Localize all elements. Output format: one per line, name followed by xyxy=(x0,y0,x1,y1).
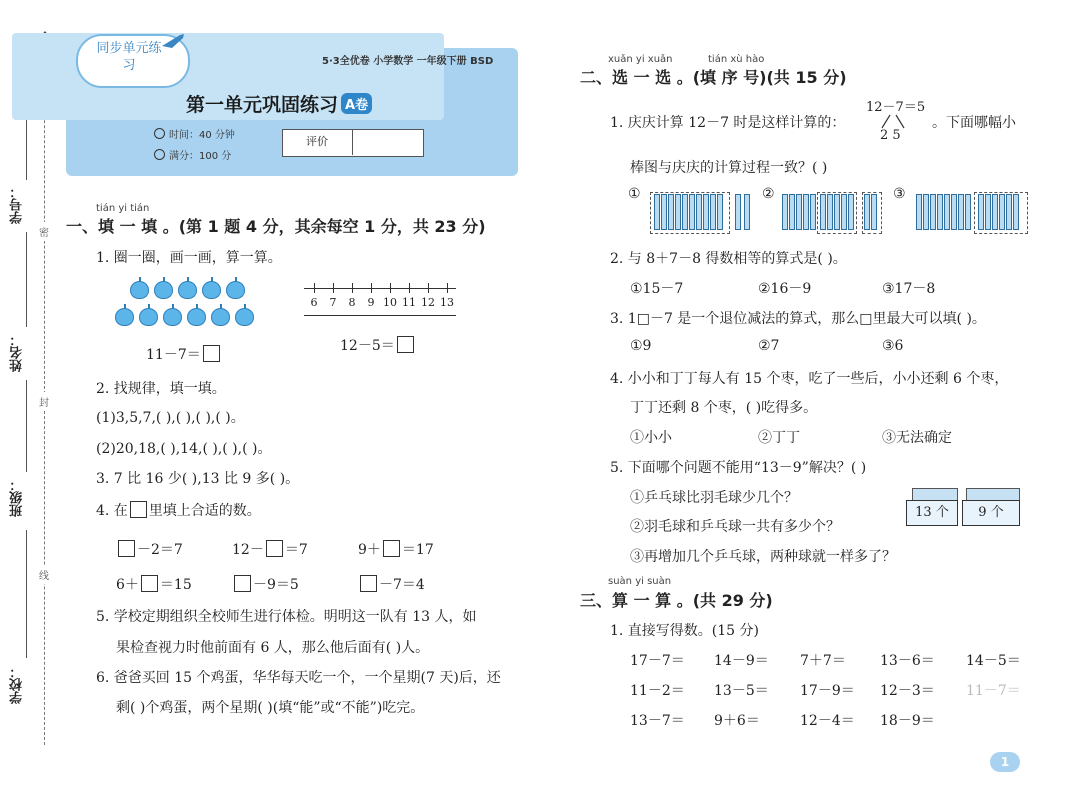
stick xyxy=(944,194,950,230)
q3-1-text: 1. 直接写得数。(15 分) xyxy=(610,623,759,639)
calc-item: 13－5＝ xyxy=(714,683,769,699)
apple xyxy=(178,281,197,299)
eq-text: 6＋ xyxy=(116,577,139,593)
stick xyxy=(744,194,750,230)
stick xyxy=(696,194,702,230)
stick xyxy=(834,194,840,230)
q2-5-opt3: ③再增加几个乒乓球，两种球就一样多了？ xyxy=(630,549,896,565)
name-line xyxy=(26,232,27,327)
tick xyxy=(333,283,334,293)
sync-badge-text: 同步单元练习 xyxy=(96,41,162,73)
q2-2-opt1: ①15－7 xyxy=(630,281,684,297)
q1-4-eq-a xyxy=(116,539,183,559)
stick xyxy=(827,194,833,230)
q2-5-opt2: ②羽毛球和乒乓球一共有多少个？ xyxy=(630,519,840,535)
q1-4-eq-f xyxy=(358,574,425,594)
q1-2-line2: (2)20,18,( ),14,( ),( ),( )。 xyxy=(96,441,272,457)
number-line-base xyxy=(304,315,456,316)
shuttlecock-box: 13 个 xyxy=(906,500,958,526)
apple xyxy=(187,308,206,326)
stick xyxy=(999,194,1005,230)
student-number-label: 学号： xyxy=(10,185,25,224)
stick xyxy=(1013,194,1019,230)
q2-4-opt2: ②丁丁 xyxy=(758,430,800,446)
q1-2-text: 2. 找规律，填一填。 xyxy=(96,381,226,397)
answer-box[interactable] xyxy=(203,345,220,362)
calc-item: 13－6＝ xyxy=(880,653,935,669)
tick-label: 7 xyxy=(329,296,337,309)
apple xyxy=(115,308,134,326)
full-score xyxy=(154,147,231,162)
section3-pinyin: suàn yi suàn xyxy=(608,576,672,587)
section1-title: 一、填 一 填 。(第 1 题 4 分，其余每空 1 分，共 23 分) xyxy=(66,217,486,236)
answer-box[interactable] xyxy=(234,575,251,592)
page-number: 1 xyxy=(990,752,1020,772)
stick xyxy=(682,194,688,230)
stick xyxy=(661,194,667,230)
class-line xyxy=(26,380,27,472)
section2-pinyin-a: xuǎn yi xuǎn xyxy=(608,54,673,65)
eq-text: ＝17 xyxy=(401,542,434,558)
paper-a-badge: A卷 xyxy=(341,93,372,114)
class-label: 班级： xyxy=(10,478,25,517)
q2-4-opt3: ③无法确定 xyxy=(882,430,952,446)
stick xyxy=(717,194,723,230)
stick xyxy=(810,194,816,230)
stick xyxy=(871,194,877,230)
answer-box[interactable] xyxy=(118,540,135,557)
check-icon xyxy=(154,149,165,160)
stick xyxy=(930,194,936,230)
tick xyxy=(428,283,429,293)
stick xyxy=(782,194,788,230)
stick xyxy=(937,194,943,230)
q1-1-eq-right xyxy=(340,335,416,355)
eq-text: －9＝5 xyxy=(253,577,299,593)
calc-item: 17－7＝ xyxy=(630,653,685,669)
stick xyxy=(703,194,709,230)
time-text: 时间：40 分钟 xyxy=(169,130,235,141)
q1-4-eq-c xyxy=(358,539,434,559)
stick xyxy=(951,194,957,230)
q1-4-eq-b xyxy=(232,539,308,559)
calc-item: 13－7＝ xyxy=(630,713,685,729)
q2-3-opt1: ①9 xyxy=(630,338,652,354)
page-title-text: 第一单元巩固练习 xyxy=(186,94,339,116)
number-line xyxy=(304,288,456,289)
q2-2-text: 2. 与 8＋7－8 得数相等的算式是( )。 xyxy=(610,251,847,267)
stick xyxy=(848,194,854,230)
q2-1-tree-top: 12－7＝5 xyxy=(866,100,926,115)
evaluation-label: 评价 xyxy=(282,129,353,155)
tick xyxy=(390,283,391,293)
seal-mi: 密 xyxy=(39,222,49,241)
q1-4-eq-e xyxy=(232,574,299,594)
calc-item: 17－9＝ xyxy=(800,683,855,699)
stick xyxy=(841,194,847,230)
tick-label: 11 xyxy=(402,296,416,309)
apple xyxy=(139,308,158,326)
eq-text: 12－ xyxy=(232,542,264,558)
answer-box[interactable] xyxy=(141,575,158,592)
apple xyxy=(211,308,230,326)
tick-label: 9 xyxy=(367,296,375,309)
calc-item: 14－9＝ xyxy=(714,653,769,669)
section3-title: 三、算 一 算 。(共 29 分) xyxy=(580,591,773,610)
answer-box[interactable] xyxy=(360,575,377,592)
stick xyxy=(735,194,741,230)
eq-left-text: 11－7＝ xyxy=(146,347,201,363)
q2-5-opt1: ①乒乓球比羽毛球少几个？ xyxy=(630,490,798,506)
stick xyxy=(710,194,716,230)
score-text: 满分：100 分 xyxy=(169,151,232,162)
stick xyxy=(789,194,795,230)
school-line xyxy=(26,530,27,658)
section1-pinyin: tián yi tián xyxy=(96,203,150,214)
eq-text: －2＝7 xyxy=(137,542,183,558)
name-label: 姓名： xyxy=(10,333,25,372)
eq-right-text: 12－5＝ xyxy=(340,338,395,354)
calc-item-faded: 11－7＝ xyxy=(966,683,1021,699)
stick xyxy=(675,194,681,230)
q2-4-line2: 丁丁还剩 8 个枣，( )吃得多。 xyxy=(630,400,818,416)
q2-4-opt1: ①小小 xyxy=(630,430,672,446)
q1-3-text: 3. 7 比 16 少( ),13 比 9 多( )。 xyxy=(96,471,300,487)
apple xyxy=(235,308,254,326)
stick xyxy=(992,194,998,230)
rocket-badge-icon xyxy=(160,32,186,50)
apple xyxy=(130,281,149,299)
clock-icon xyxy=(154,128,165,139)
school-label: 学校： xyxy=(10,665,25,704)
answer-box[interactable] xyxy=(397,336,414,353)
stick xyxy=(864,194,870,230)
q2-1-line1-end: 。下面哪幅小 xyxy=(932,115,1016,131)
stick xyxy=(985,194,991,230)
time-limit xyxy=(154,126,235,141)
seal-xian: 线 xyxy=(39,565,49,584)
section2-pinyin-b: tián xù hào xyxy=(708,54,765,65)
q2-3-opt2: ②7 xyxy=(758,338,780,354)
q1-4-text xyxy=(96,500,261,520)
page-title xyxy=(186,90,372,117)
eq-text: ＝7 xyxy=(284,542,308,558)
apple xyxy=(226,281,245,299)
stick xyxy=(689,194,695,230)
eq-text: ＝15 xyxy=(159,577,192,593)
calc-item: 12－3＝ xyxy=(880,683,935,699)
pingpong-box: 9 个 xyxy=(962,500,1020,526)
calc-item: 18－9＝ xyxy=(880,713,935,729)
q1-1-eq-left xyxy=(146,344,222,364)
stick xyxy=(958,194,964,230)
tick xyxy=(409,283,410,293)
option-mark: ② xyxy=(762,186,775,202)
stick xyxy=(668,194,674,230)
q1-4-eq-d xyxy=(116,574,192,594)
q1-4-prefix: 4. 在 xyxy=(96,503,128,519)
tick-label: 13 xyxy=(440,296,454,309)
stick xyxy=(1006,194,1012,230)
q1-2-line1: (1)3,5,7,( ),( ),( ),( )。 xyxy=(96,410,245,426)
seal-feng: 封 xyxy=(39,392,49,411)
stick xyxy=(978,194,984,230)
q2-1-tree-bottom: 2 5 xyxy=(880,128,901,143)
stick xyxy=(965,194,971,230)
calc-item: 9＋6＝ xyxy=(714,713,760,729)
tick-label: 8 xyxy=(348,296,356,309)
stick xyxy=(803,194,809,230)
apple xyxy=(163,308,182,326)
q2-3-text: 3. 1□－7 是一个退位减法的算式，那么□里最大可以填( )。 xyxy=(610,311,986,327)
stick xyxy=(923,194,929,230)
calc-item: 12－4＝ xyxy=(800,713,855,729)
q2-5-text: 5. 下面哪个问题不能用“13－9”解决？( ) xyxy=(610,460,867,476)
q1-6-line1: 6. 爸爸买回 15 个鸡蛋，华华每天吃一个，一个星期(7 天)后，还 xyxy=(96,670,501,686)
apple xyxy=(154,281,173,299)
q2-2-opt2: ②16－9 xyxy=(758,281,812,297)
tick-label: 10 xyxy=(383,296,397,309)
section2-title: 二、选 一 选 。(填 序 号)(共 15 分) xyxy=(580,68,847,87)
answer-box[interactable] xyxy=(383,540,400,557)
q2-1-line1: 1. 庆庆计算 12－7 时是这样计算的： xyxy=(610,115,846,131)
answer-box[interactable] xyxy=(266,540,283,557)
eq-text: －7＝4 xyxy=(379,577,425,593)
eq-text: 9＋ xyxy=(358,542,381,558)
q2-3-opt3: ③6 xyxy=(882,338,904,354)
tick xyxy=(352,283,353,293)
q1-4-suffix: 里填上合适的数。 xyxy=(148,503,261,519)
q2-2-opt3: ③17－8 xyxy=(882,281,936,297)
option-mark: ① xyxy=(628,186,641,202)
stick xyxy=(654,194,660,230)
calc-item: 11－2＝ xyxy=(630,683,685,699)
tick xyxy=(314,283,315,293)
answer-box-sample xyxy=(130,501,147,518)
calc-item: 14－5＝ xyxy=(966,653,1021,669)
q1-1-text: 1. 圈一圈，画一画，算一算。 xyxy=(96,250,282,266)
stick xyxy=(796,194,802,230)
series-info: 5·3全优卷 小学数学 一年级下册 BSD xyxy=(322,56,494,67)
apple xyxy=(202,281,221,299)
q2-1-line2: 棒图与庆庆的计算过程一致？( ) xyxy=(630,160,828,176)
calc-item: 7＋7＝ xyxy=(800,653,846,669)
tick-label: 12 xyxy=(421,296,435,309)
q1-6-line2: 剩( )个鸡蛋，两个星期( )(填“能”或“不能”)吃完。 xyxy=(116,700,425,716)
stick xyxy=(820,194,826,230)
stick xyxy=(916,194,922,230)
tick-label: 6 xyxy=(310,296,318,309)
tick xyxy=(447,283,448,293)
tick xyxy=(371,283,372,293)
q1-5-line2: 果检查视力时他前面有 6 人，那么他后面有( )人。 xyxy=(116,640,430,656)
option-mark: ③ xyxy=(893,186,906,202)
q1-5-line1: 5. 学校定期组织全校师生进行体检。明明这一队有 13 人，如 xyxy=(96,609,477,625)
q2-4-line1: 4. 小小和丁丁每人有 15 个枣，吃了一些后，小小还剩 6 个枣， xyxy=(610,371,1009,387)
